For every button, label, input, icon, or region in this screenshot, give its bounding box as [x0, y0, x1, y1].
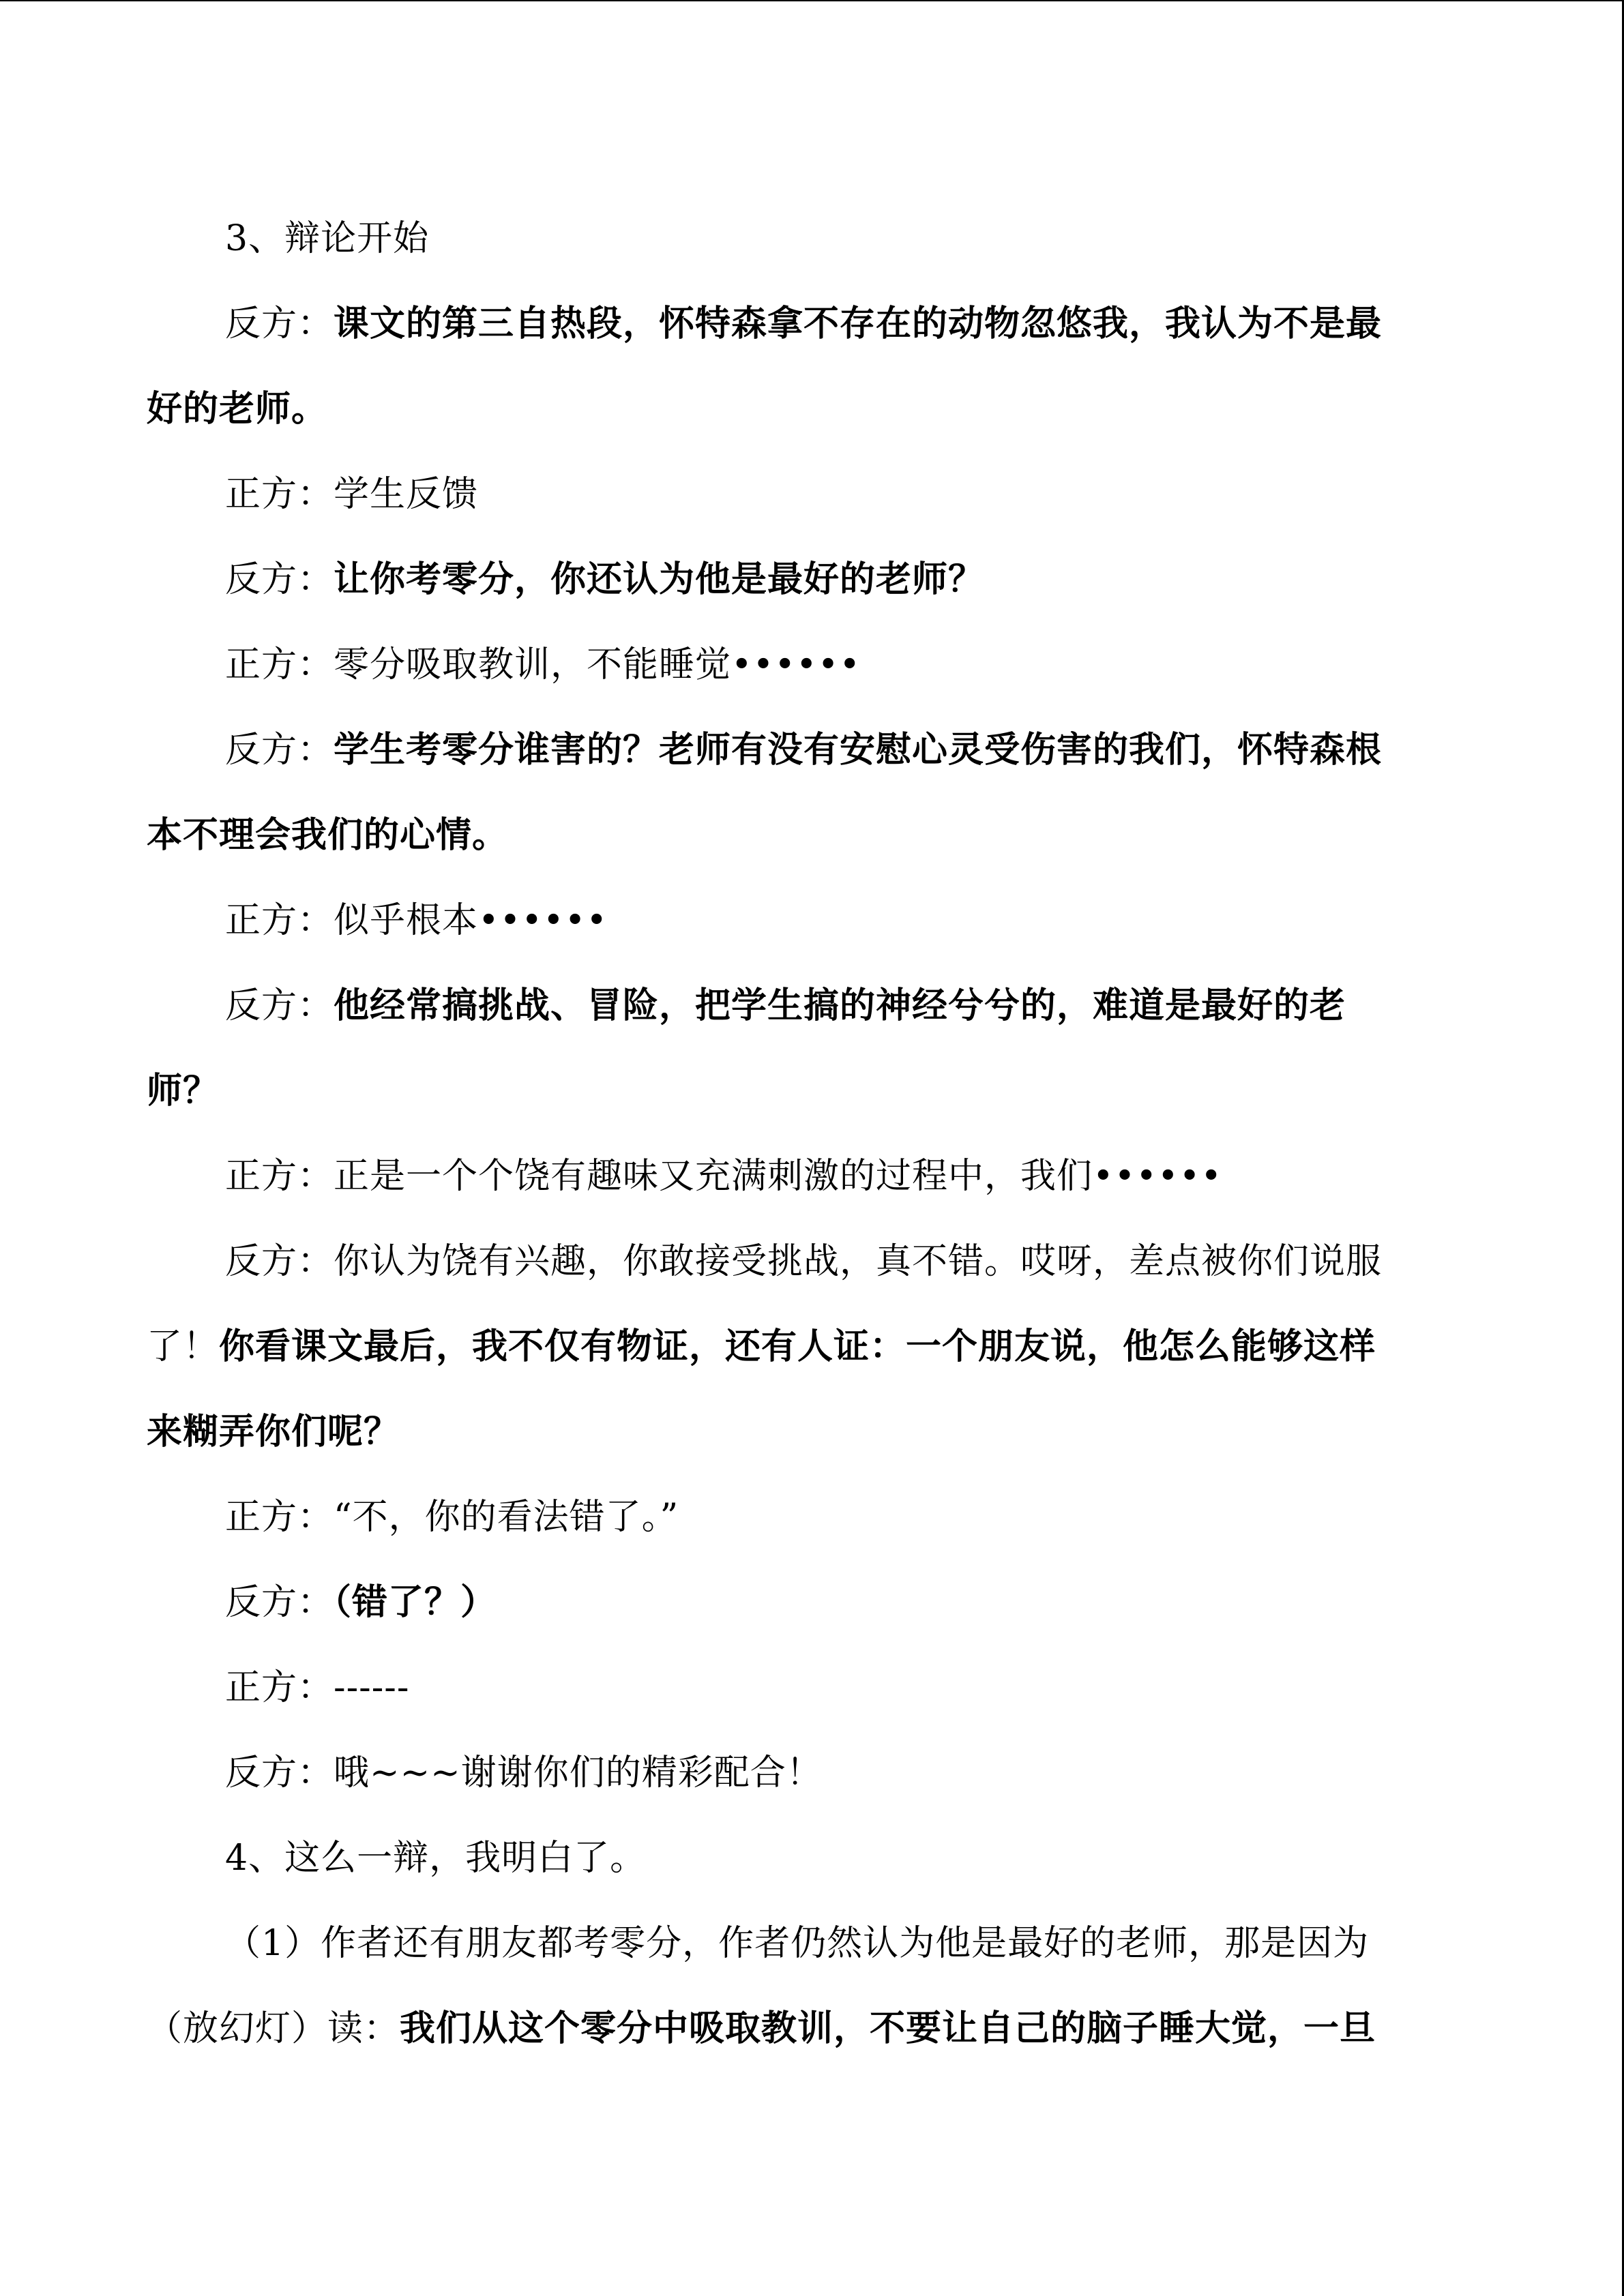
regular-text: 反方：: [225, 1582, 334, 1623]
text-line: [147, 1666, 1449, 1751]
regular-text: 反方：: [225, 985, 334, 1026]
text-line: [147, 1240, 1449, 1325]
text-line: [147, 1495, 1449, 1581]
document-body: [147, 217, 1449, 2092]
text-line: [147, 2007, 1449, 2092]
text-line: [147, 643, 1449, 728]
text-line: [147, 814, 1449, 899]
regular-text: （放幻灯）读：: [147, 2008, 400, 2049]
text-line: [147, 1325, 1449, 1410]
text-line: [147, 558, 1449, 643]
bold-text: 让你考零分，你还认为他是最好的老师？: [334, 558, 985, 600]
top-border: [0, 0, 1624, 1]
text-line: [147, 473, 1449, 558]
bold-text: 本不理会我们的心情。: [147, 814, 509, 856]
regular-text: 3、辩论开始: [225, 218, 430, 259]
text-line: [147, 1069, 1449, 1154]
regular-text: 正方：零分吸取教训，不能睡觉••••••: [225, 644, 861, 685]
regular-text: 反方：哦~~~谢谢你们的精彩配合！: [225, 1753, 823, 1793]
bold-text: 学生考零分谁害的？老师有没有安慰心灵受伤害的我们，怀特森根: [334, 729, 1383, 771]
text-line: [147, 302, 1449, 387]
bold-text: 他经常搞挑战、冒险，把学生搞的神经兮兮的，难道是最好的老: [334, 985, 1346, 1026]
text-line: [147, 984, 1449, 1069]
bold-text: 课文的第三自热段，怀特森拿不存在的动物忽悠我，我认为不是最: [334, 303, 1383, 344]
regular-text: 正方：------: [225, 1667, 410, 1708]
regular-text: 正方：似乎根本••••••: [225, 900, 608, 941]
bold-text: （错了？）: [334, 1581, 497, 1623]
text-line: [147, 1154, 1449, 1240]
regular-text: 反方：: [225, 303, 334, 344]
regular-text: 正方：“不，你的看法错了。”: [225, 1497, 679, 1538]
regular-text: 4、这么一辩，我明白了。: [225, 1838, 647, 1879]
regular-text: 了！: [147, 1326, 220, 1367]
bold-text: 你看课文最后，我不仅有物证，还有人证：一个朋友说，他怎么能够这样: [219, 1326, 1376, 1367]
regular-text: 反方：你认为饶有兴趣，你敢接受挑战，真不错。哎呀，差点被你们说服: [225, 1241, 1383, 1282]
bold-text: 我们从这个零分中吸取教训，不要让自己的脑子睡大觉，一旦: [400, 2008, 1376, 2049]
text-line: [147, 1922, 1449, 2007]
text-line: [147, 1751, 1449, 1836]
text-line: [147, 1581, 1449, 1666]
text-line: [147, 217, 1449, 302]
text-line: [147, 1836, 1449, 1922]
regular-text: （1）作者还有朋友都考零分，作者仍然认为他是最好的老师，那是因为: [225, 1923, 1370, 1964]
bold-text: 好的老师。: [147, 388, 328, 430]
bold-text: 师？: [147, 1070, 220, 1112]
text-line: [147, 899, 1449, 984]
regular-text: 反方：: [225, 559, 334, 600]
text-line: [147, 1410, 1449, 1495]
regular-text: 正方：正是一个个饶有趣味又充满刺激的过程中，我们••••••: [225, 1156, 1223, 1197]
regular-text: 反方：: [225, 730, 334, 771]
regular-text: 正方：学生反馈: [225, 474, 479, 515]
text-line: [147, 728, 1449, 814]
bold-text: 来糊弄你们呢？: [147, 1411, 400, 1452]
text-line: [147, 387, 1449, 473]
